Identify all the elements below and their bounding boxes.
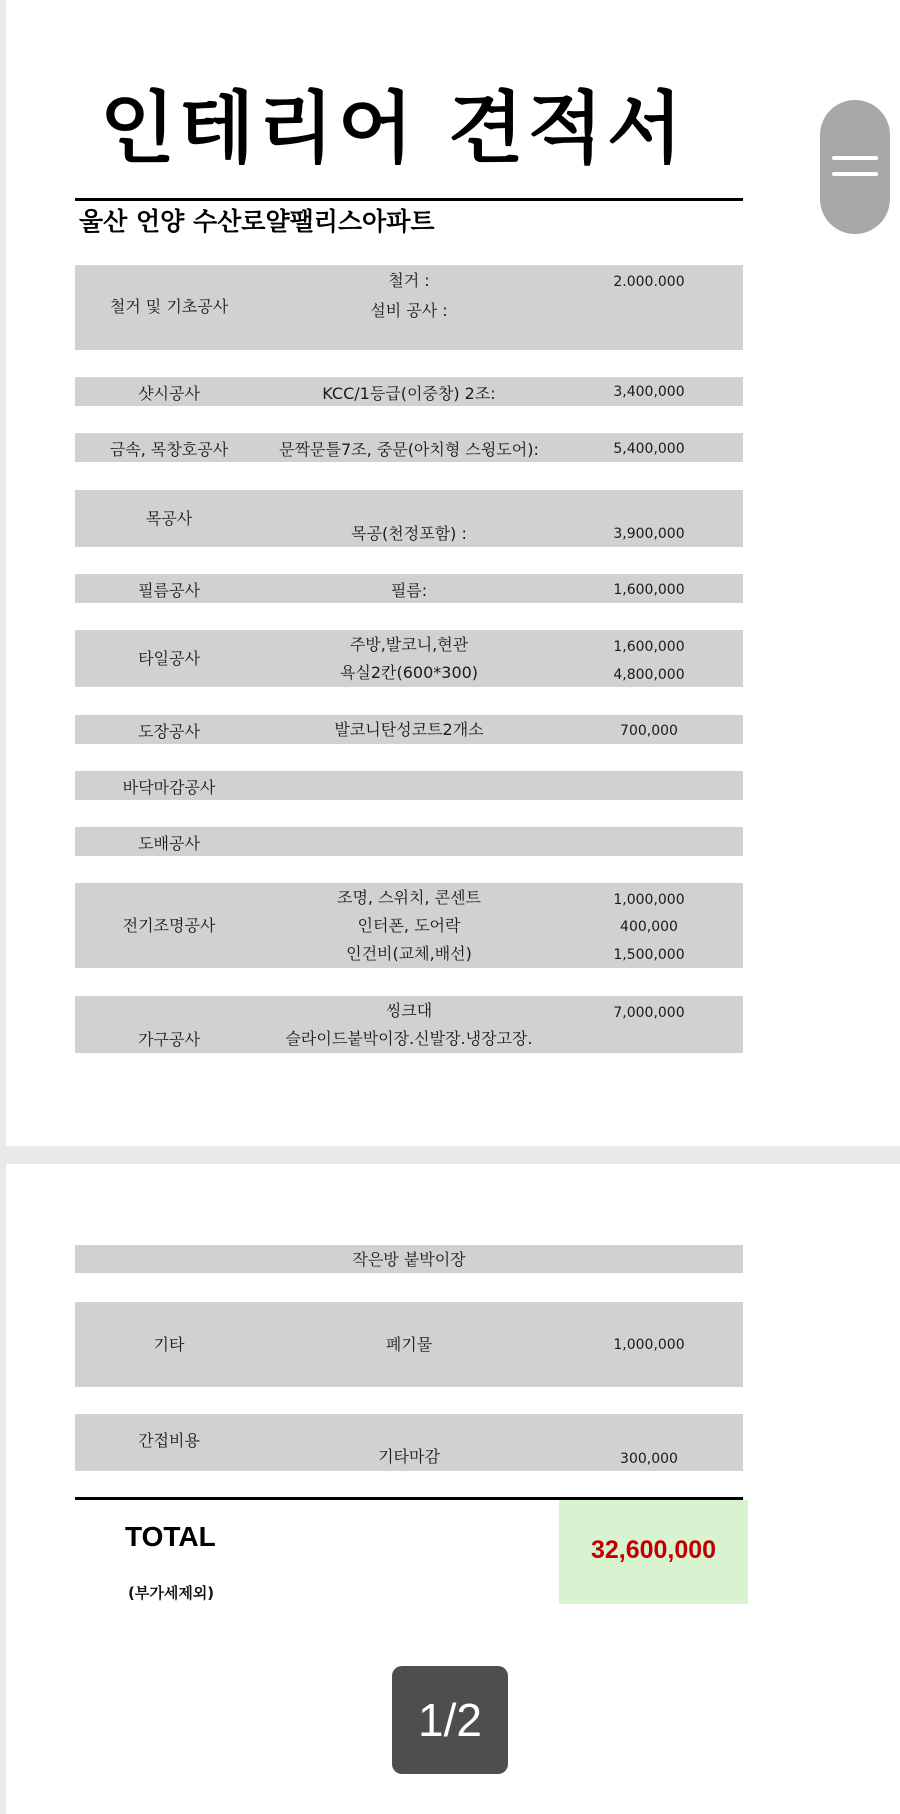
row-amount: 300,000	[620, 1451, 678, 1467]
row-description: 발코니탄성코트2개소	[334, 720, 484, 739]
row-category: 기타	[153, 1335, 185, 1354]
row-category: 도장공사	[138, 722, 200, 741]
row-category: 전기조명공사	[122, 916, 216, 935]
row-description: KCC/1등급(이중창) 2조:	[322, 384, 496, 403]
row-amount: 1,500,000	[613, 947, 685, 963]
estimate-row-floor	[75, 771, 743, 800]
vat-excluded-note: (부가세제외)	[128, 1584, 215, 1602]
row-description: 욕실2칸(600*300)	[339, 663, 479, 682]
row-category: 타일공사	[138, 649, 200, 668]
row-amount: 400,000	[620, 919, 678, 935]
row-category: 도배공사	[138, 834, 200, 853]
row-description: 폐기물	[385, 1335, 433, 1354]
row-category: 필름공사	[138, 581, 200, 600]
estimate-row-film	[75, 574, 743, 603]
row-category: 가구공사	[138, 1030, 200, 1049]
estimate-row-other	[75, 1302, 743, 1387]
row-description: 주방,발코니,현관	[349, 635, 469, 654]
row-description: 작은방 붙박이장	[352, 1250, 466, 1269]
row-category: 철거 및 기초공사	[109, 297, 229, 316]
row-description: 철거 :	[388, 271, 430, 290]
estimate-row-furniture	[75, 996, 743, 1053]
menu-line	[832, 156, 878, 160]
row-description: 인건비(교체,배선)	[346, 944, 472, 963]
total-amount: 32,600,000	[590, 1536, 717, 1564]
estimate-row-demolition	[75, 265, 743, 350]
estimate-row-carpentry	[75, 490, 743, 547]
page-indicator: 1/2	[392, 1666, 508, 1774]
total-label: TOTAL	[125, 1521, 216, 1552]
row-description: 문짝문틀7조, 중문(아치형 스윙도어):	[279, 440, 539, 459]
row-category: 간접비용	[138, 1431, 200, 1450]
estimate-row-furniture-cont	[75, 1245, 743, 1273]
row-description: 필름:	[390, 581, 428, 600]
row-amount: 7,000,000	[613, 1005, 685, 1021]
estimate-row-wallpaper	[75, 827, 743, 856]
row-description: 슬라이드붙박이장.신발장.냉장고장.	[285, 1029, 533, 1048]
estimate-row-tile	[75, 630, 743, 687]
hamburger-menu-icon[interactable]	[820, 100, 890, 234]
row-description: 조명, 스위치, 콘센트	[337, 888, 481, 907]
row-amount: 1,600,000	[613, 639, 685, 655]
estimate-row-electric	[75, 883, 743, 968]
estimate-row-metal	[75, 433, 743, 462]
estimate-row-sash	[75, 377, 743, 406]
row-amount: 4,800,000	[613, 667, 685, 683]
row-amount: 1,000,000	[613, 892, 685, 908]
row-category: 목공사	[145, 509, 193, 528]
document-title: 인테리어 견적서	[99, 84, 687, 174]
row-description: 씽크대	[385, 1001, 433, 1020]
total-amount-box	[559, 1500, 748, 1604]
site-name: 울산 언양 수산로얄팰리스아파트	[79, 207, 435, 236]
menu-line	[832, 172, 878, 176]
row-description: 기타마감	[378, 1447, 440, 1466]
row-amount: 5,400,000	[613, 441, 685, 457]
row-description: 목공(천정포함) :	[351, 524, 467, 543]
row-amount: 700,000	[620, 723, 678, 739]
row-category: 샷시공사	[138, 384, 200, 403]
row-category: 바닥마감공사	[122, 778, 216, 797]
row-category: 금속, 목창호공사	[109, 440, 229, 459]
row-amount: 1,000,000	[613, 1337, 685, 1353]
row-description: 인터폰, 도어락	[357, 916, 461, 935]
title-divider	[75, 198, 743, 201]
row-amount: 1,600,000	[613, 582, 685, 598]
row-amount: 3,900,000	[613, 526, 685, 542]
row-amount: 3,400,000	[613, 384, 685, 400]
row-amount: 2.000.000	[613, 274, 685, 290]
estimate-row-paint	[75, 715, 743, 744]
estimate-row-indirect	[75, 1414, 743, 1471]
row-description: 설비 공사 :	[370, 301, 448, 320]
